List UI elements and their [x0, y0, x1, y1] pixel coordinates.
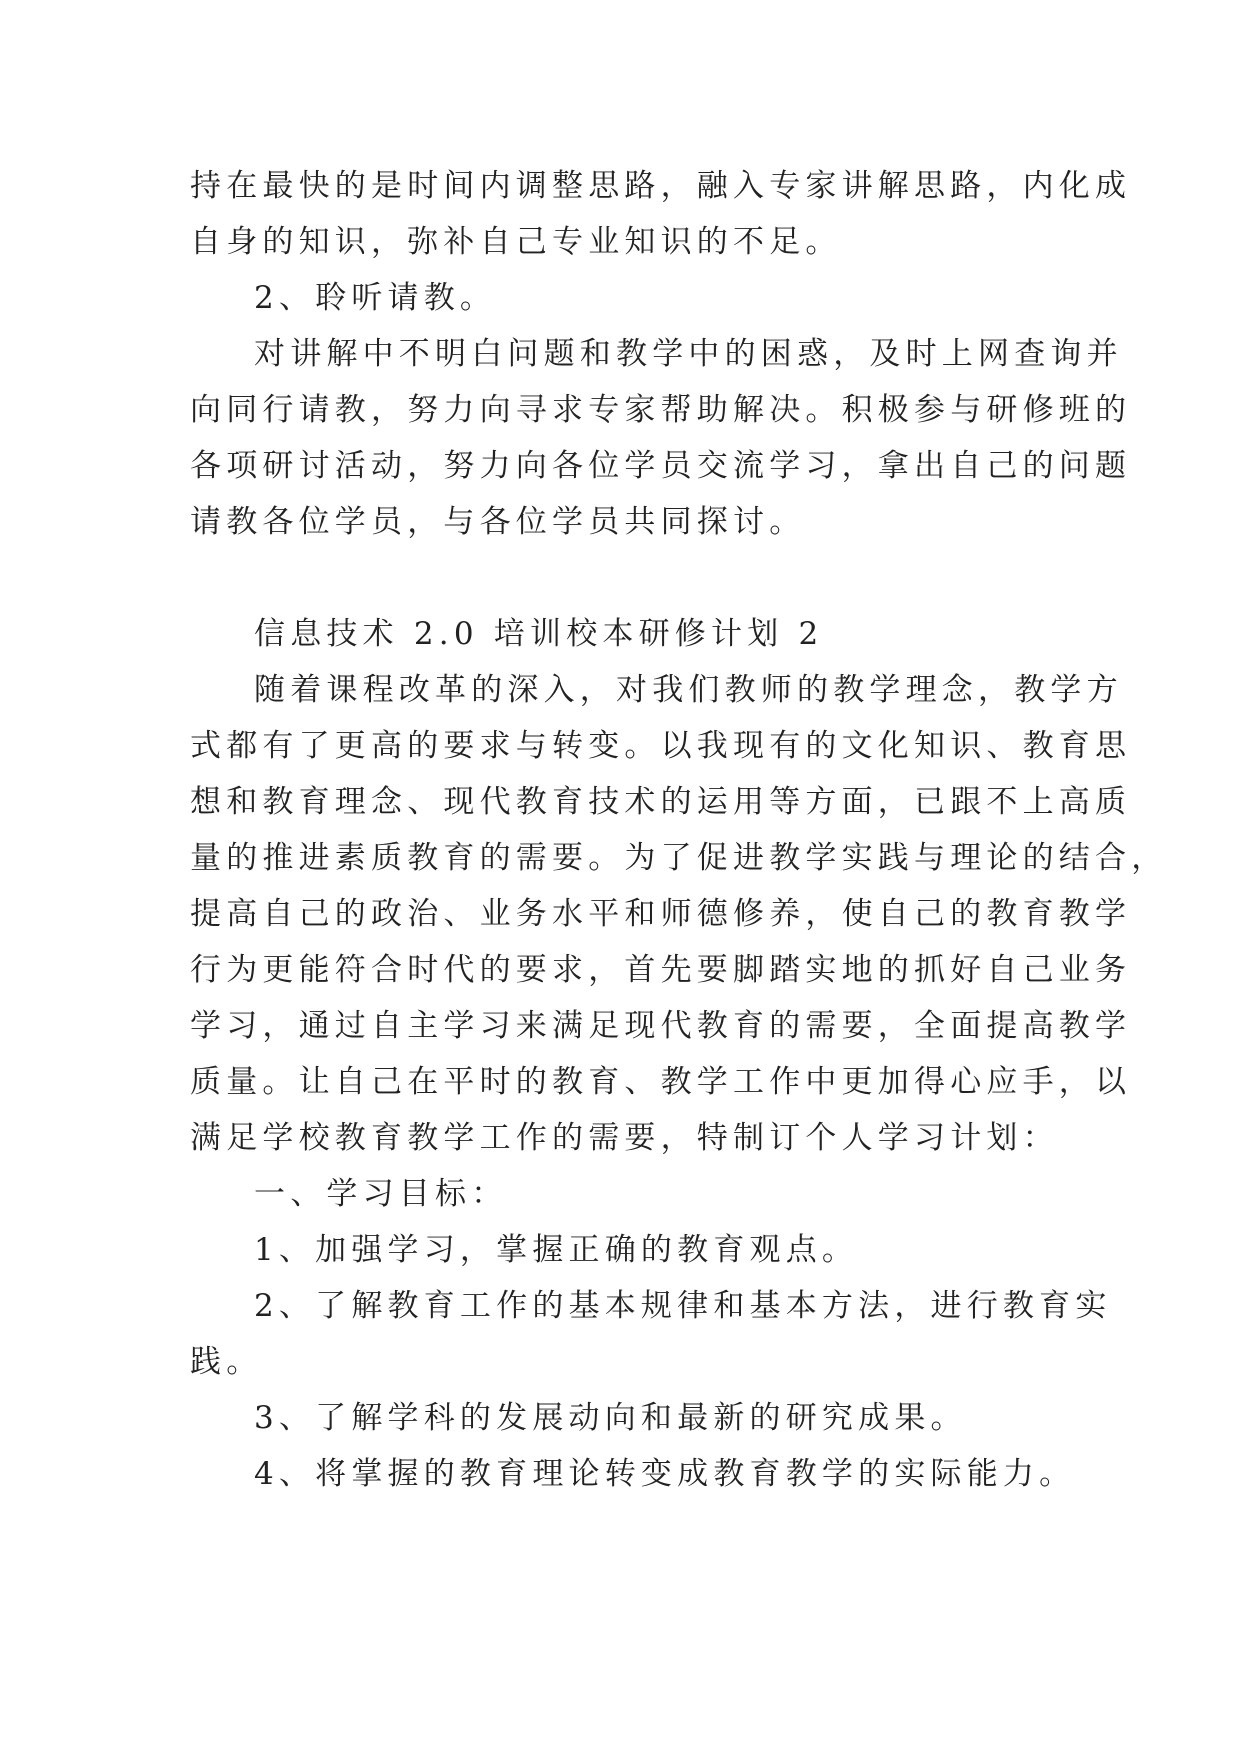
goal-item: 1、加强学习，掌握正确的教育观点。	[254, 1232, 859, 1268]
paragraph-line: 各项研讨活动，努力向各位学员交流学习，拿出自己的问题	[190, 448, 1132, 484]
goal-item: 4、将掌握的教育理论转变成教育教学的实际能力。	[254, 1456, 1076, 1492]
goals-heading: 一、学习目标：	[254, 1176, 508, 1212]
paragraph-line: 自身的知识，弥补自己专业知识的不足。	[190, 224, 842, 260]
paragraph-line: 对讲解中不明白问题和教学中的困惑，及时上网查询并	[254, 336, 1123, 372]
paragraph-line: 满足学校教育教学工作的需要，特制订个人学习计划：	[190, 1120, 1059, 1156]
item-heading: 2、聆听请教。	[254, 280, 497, 316]
paragraph-line: 持在最快的是时间内调整思路，融入专家讲解思路，内化成	[190, 168, 1132, 204]
paragraph-line: 式都有了更高的要求与转变。以我现有的文化知识、教育思	[190, 728, 1132, 764]
paragraph-line: 学习，通过自主学习来满足现代教育的需要，全面提高教学	[190, 1008, 1132, 1044]
goal-item: 3、了解学科的发展动向和最新的研究成果。	[254, 1400, 967, 1436]
goal-item: 2、了解教育工作的基本规律和基本方法，进行教育实	[254, 1288, 1112, 1324]
section-title: 信息技术 2.0 培训校本研修计划 2	[254, 616, 824, 652]
paragraph-line: 向同行请教，努力向寻求专家帮助解决。积极参与研修班的	[190, 392, 1132, 428]
document-page	[190, 158, 1168, 1502]
section-spacer	[190, 550, 1050, 606]
goal-item-continuation: 践。	[190, 1344, 263, 1380]
paragraph-line: 行为更能符合时代的要求，首先要脚踏实地的抓好自己业务	[190, 952, 1132, 988]
paragraph-line: 想和教育理念、现代教育技术的运用等方面，已跟不上高质	[190, 784, 1132, 820]
paragraph-line: 提高自己的政治、业务水平和师德修养，使自己的教育教学	[190, 896, 1132, 932]
paragraph-line: 量的推进素质教育的需要。为了促进教学实践与理论的结合，	[190, 840, 1168, 876]
paragraph-line: 质量。让自己在平时的教育、教学工作中更加得心应手，以	[190, 1064, 1132, 1100]
paragraph-line: 随着课程改革的深入，对我们教师的教学理念，教学方	[254, 672, 1123, 708]
paragraph-line: 请教各位学员，与各位学员共同探讨。	[190, 504, 806, 540]
